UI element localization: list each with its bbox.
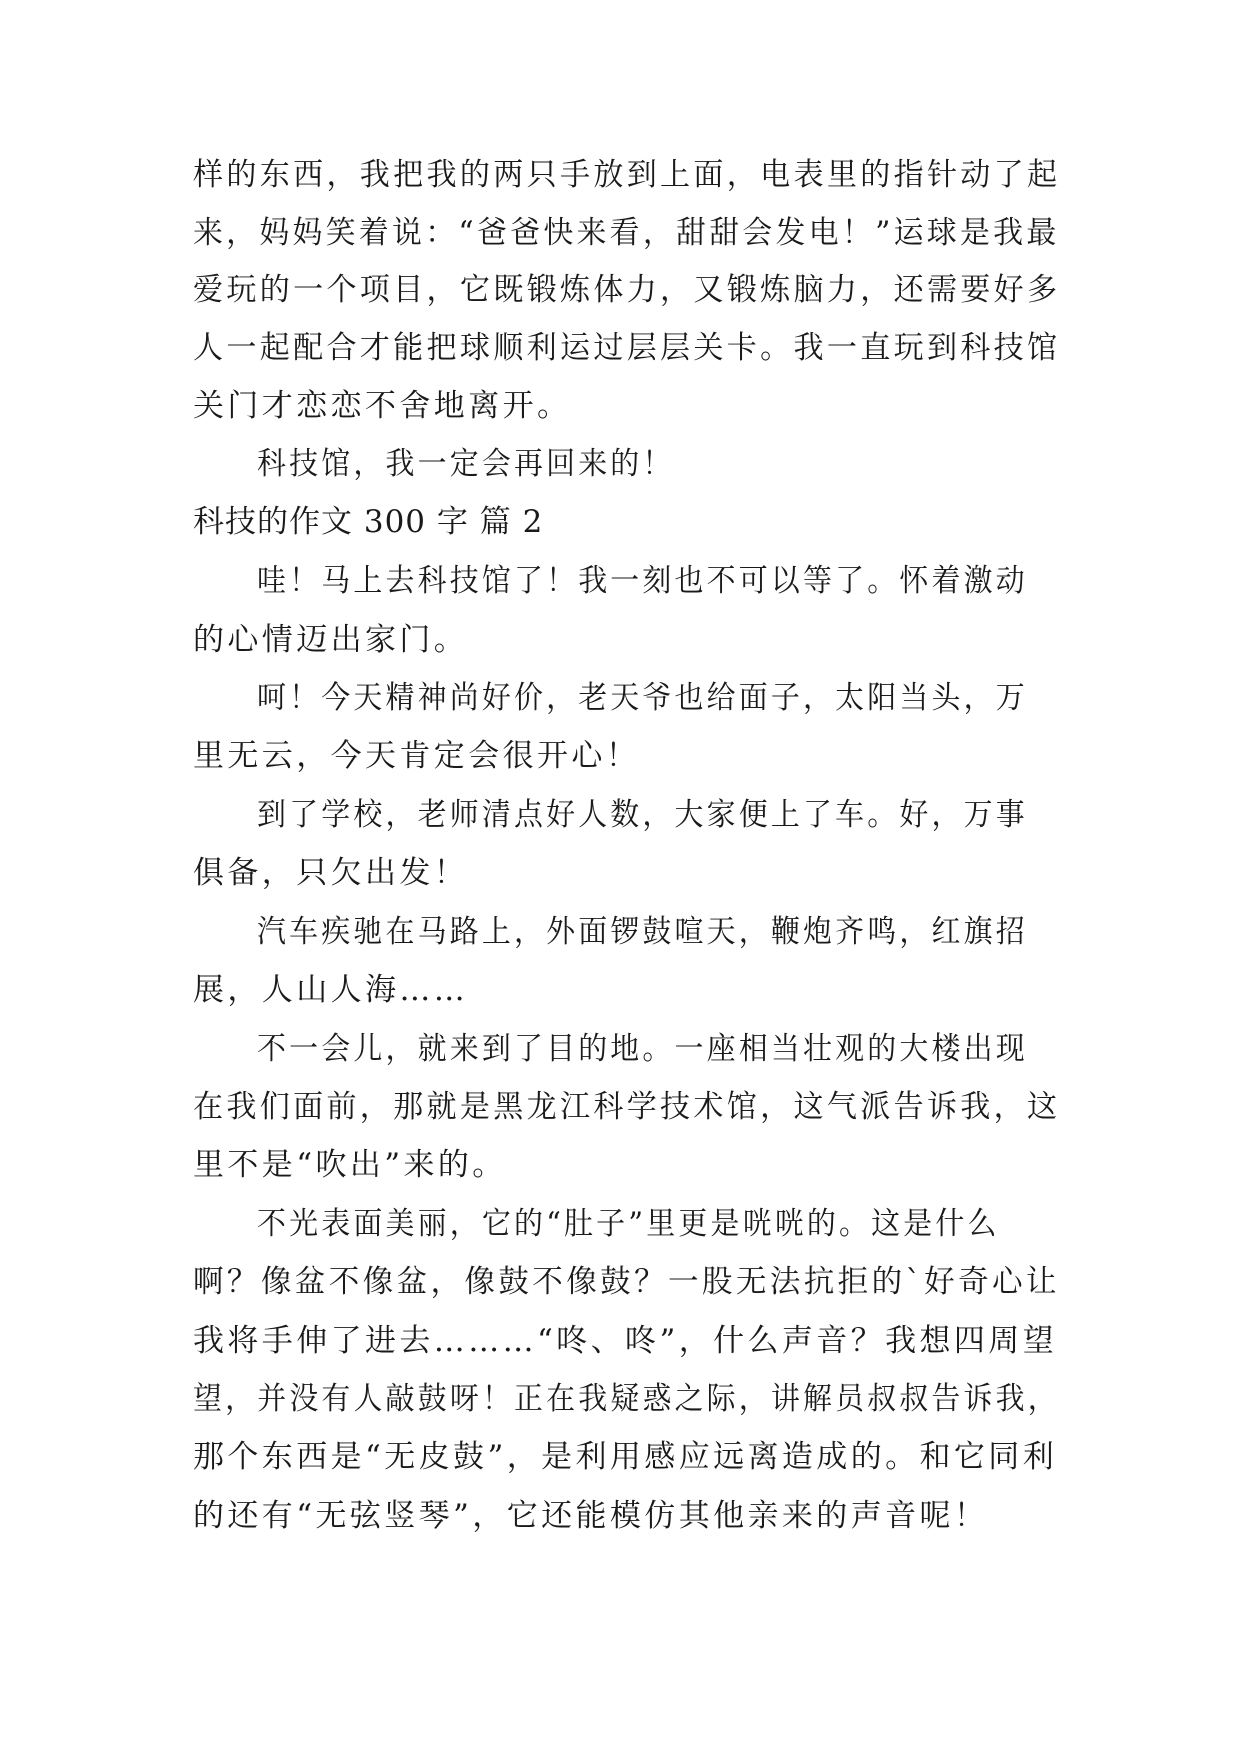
- paragraph-line: 到了学校，老师清点好人数，大家便上了车。好，万事: [257, 797, 1028, 833]
- paragraph-line: 里不是“吹出”来的。: [193, 1147, 507, 1183]
- paragraph-line: 科技馆，我一定会再回来的！: [257, 446, 675, 482]
- paragraph-line: 望，并没有人敲鼓呀！正在我疑惑之际，讲解员叔叔告诉我，: [193, 1381, 1060, 1417]
- paragraph-line: 里无云，今天肯定会很开心！: [193, 738, 641, 774]
- paragraph-line: 不光表面美丽，它的“肚子”里更是咣咣的。这是什么: [257, 1206, 1000, 1242]
- paragraph-line: 汽车疾驰在马路上，外面锣鼓喧天，鞭炮齐鸣，红旗招: [257, 914, 1028, 950]
- paragraph-line: 在我们面前，那就是黑龙江科学技术馆，这气派告诉我，这: [193, 1089, 1061, 1125]
- paragraph-line: 的还有“无弦竖琴”，它还能模仿其他亲来的声音呢！: [193, 1498, 989, 1534]
- paragraph-line: 俱备，只欠出发！: [193, 855, 469, 891]
- paragraph-line: 样的东西，我把我的两只手放到上面，电表里的指针动了起: [193, 157, 1061, 193]
- paragraph-line: 爱玩的一个项目，它既锻炼体力，又锻炼脑力，还需要好多: [193, 272, 1061, 308]
- paragraph-line: 来，妈妈笑着说：“爸爸快来看，甜甜会发电！”运球是我最: [193, 215, 1060, 251]
- paragraph-line: 呵！今天精神尚好价，老天爷也给面子，太阳当头，万: [257, 680, 1028, 716]
- paragraph-line: 那个东西是“无皮鼓”，是利用感应远离造成的。和它同利: [193, 1439, 1058, 1475]
- paragraph-line: 啊？像盆不像盆，像鼓不像鼓？一股无法抗拒的`好奇心让: [193, 1264, 1060, 1300]
- paragraph-line: 哇！马上去科技馆了！我一刻也不可以等了。怀着激动: [257, 563, 1028, 599]
- paragraph-line: 关门才恋恋不舍地离开。: [193, 388, 572, 424]
- paragraph-line: 人一起配合才能把球顺利运过层层关卡。我一直玩到科技馆: [193, 330, 1061, 366]
- paragraph-line: 不一会儿，就来到了目的地。一座相当壮观的大楼出现: [257, 1031, 1028, 1067]
- paragraph-line: 的心情迈出家门。: [193, 622, 469, 658]
- paragraph-line: 展，人山人海……: [193, 972, 469, 1008]
- section-heading: 科技的作文 300 字 篇 2: [193, 504, 544, 540]
- paragraph-line: 我将手伸了进去………“咚、咚”，什么声音？我想四周望: [193, 1323, 1058, 1359]
